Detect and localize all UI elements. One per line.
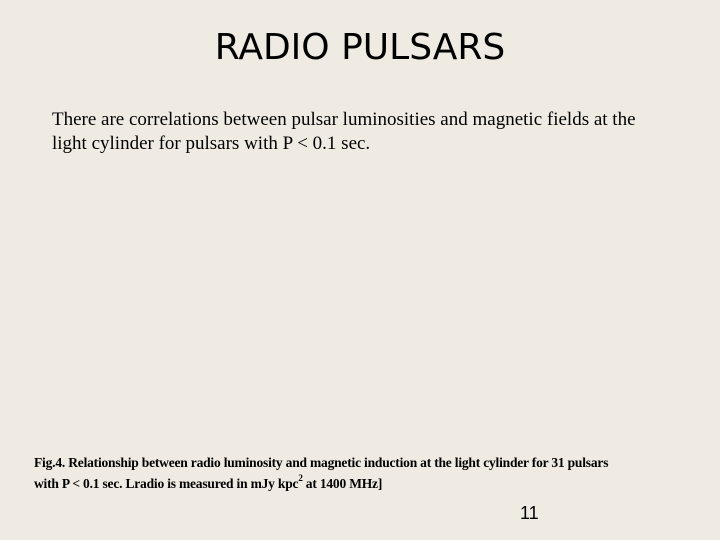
figure-placeholder xyxy=(34,170,684,445)
caption-line-2-start: with P < 0.1 sec. Lradio is measured in mJy kpc xyxy=(34,476,299,491)
figure-caption xyxy=(34,452,704,494)
caption-line-2 xyxy=(34,473,704,494)
caption-line-1: Fig.4. Relationship between radio luminosity and magnetic induction at the light cylinder for 31 pulsars xyxy=(34,455,609,470)
slide-title: RADIO PULSARS xyxy=(214,27,506,68)
body-text: There are correlations between pulsar luminosities and magnetic fields at the light cylinder for pulsars with P < 0.1 sec. xyxy=(52,109,636,154)
caption-superscript: 2 xyxy=(298,473,303,483)
caption-line-2-end: at 1400 MHz] xyxy=(302,476,383,491)
page-number: 11 xyxy=(520,503,539,523)
